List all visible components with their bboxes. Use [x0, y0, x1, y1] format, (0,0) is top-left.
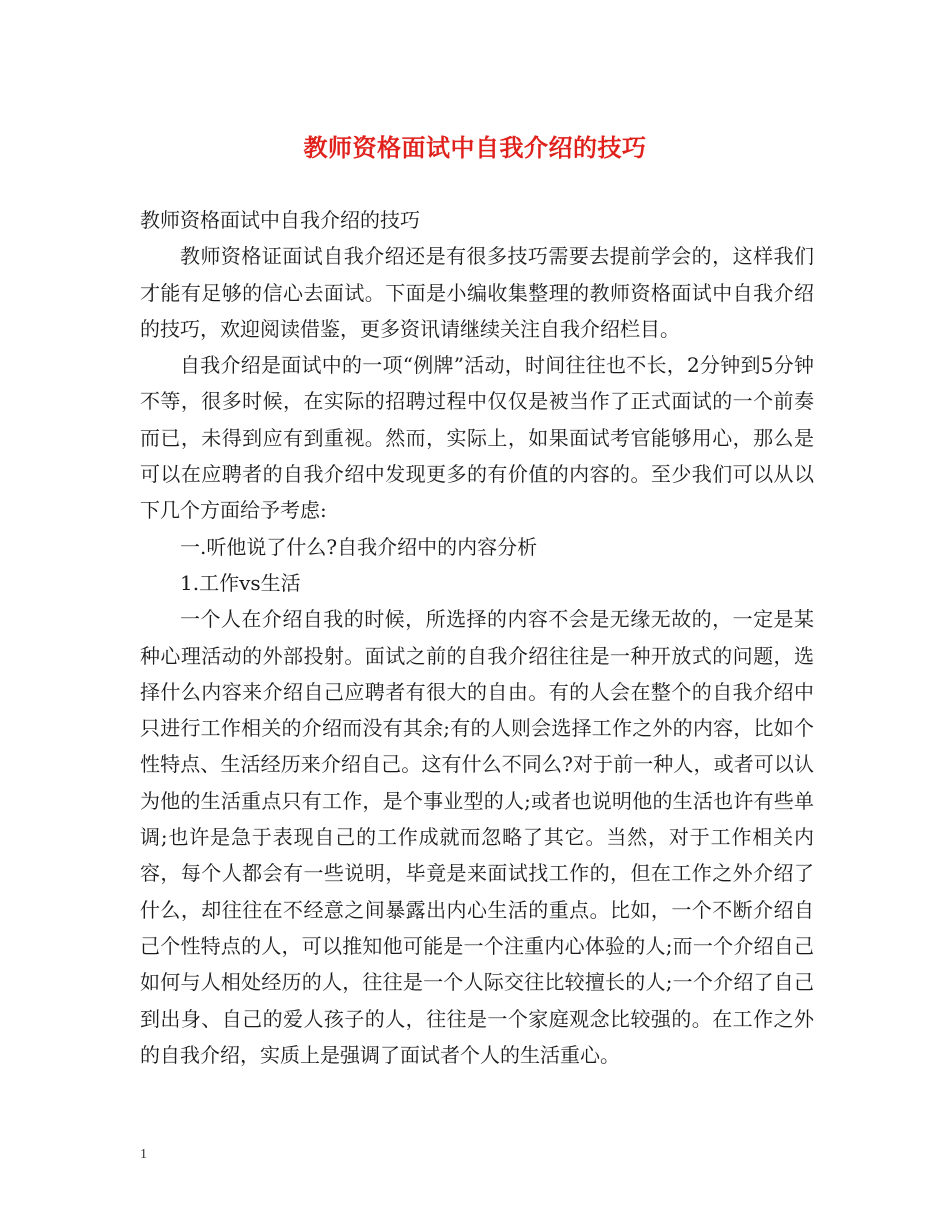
paragraph-work-vs-life: 一个人在介绍自我的时候，所选择的内容不会是无缘无故的，一定是某种心理活动的外部投射。面试之前的自我介绍往往是一种开放式的问题，选择什么内容来介绍自己应聘者有很大的自由。有的人会在整个的自我介绍中只进行工作相关的介绍而没有其余;有的人则会选择工作之外的内容，比如个性特点、生活经历来介绍自己。这有什么不同么?对于前一种人，或者可以认为他的生活重点只有工作，是个事业型的人;或者也说明他的生活也许有些单调;也许是急于表现自己的工作成就而忽略了其它。当然，对于工作相关内容，每个人都会有一些说明，毕竟是来面试找工作的，但在工作之外介绍了什么，却往往在不经意之间暴露出内心生活的重点。比如，一个不断介绍自己个性特点的人，可以推知他可能是一个注重内心体验的人;而一个介绍自己如何与人相处经历的人，往往是一个人际交往比较擅长的人;一个介绍了自己到出身、自己的爱人孩子的人，往往是一个家庭观念比较强的。在工作之外的自我介绍，实质上是强调了面试者个人的生活重心。 [140, 607, 814, 1067]
subsection-heading-work-vs-life: 1.工作vs生活 [180, 570, 301, 595]
page-number: 1 [140, 1147, 147, 1162]
document-body [140, 202, 814, 1073]
document-title: 教师资格面试中自我介绍的技巧 [303, 133, 647, 162]
paragraph-self-intro-overview: 自我介绍是面试中的一项“例牌”活动，时间往往也不长，2分钟到5分钟不等，很多时候，在实际的招聘过程中仅仅是被当作了正式面试的一个前奏而已，未得到应有到重视。然而，实际上，如果面试考官能够用心，那么是可以在应聘者的自我介绍中发现更多的有价值的内容的。至少我们可以从以下几个方面给予考虑: [140, 353, 814, 523]
paragraph-intro: 教师资格证面试自我介绍还是有很多技巧需要去提前学会的，这样我们才能有足够的信心去面试。下面是小编收集整理的教师资格面试中自我介绍的技巧，欢迎阅读借鉴，更多资讯请继续关注自我介绍栏目。 [140, 244, 814, 341]
body-subtitle: 教师资格面试中自我介绍的技巧 [140, 208, 420, 232]
section-heading-content-analysis: 一.听他说了什么?自我介绍中的内容分析 [180, 534, 538, 559]
